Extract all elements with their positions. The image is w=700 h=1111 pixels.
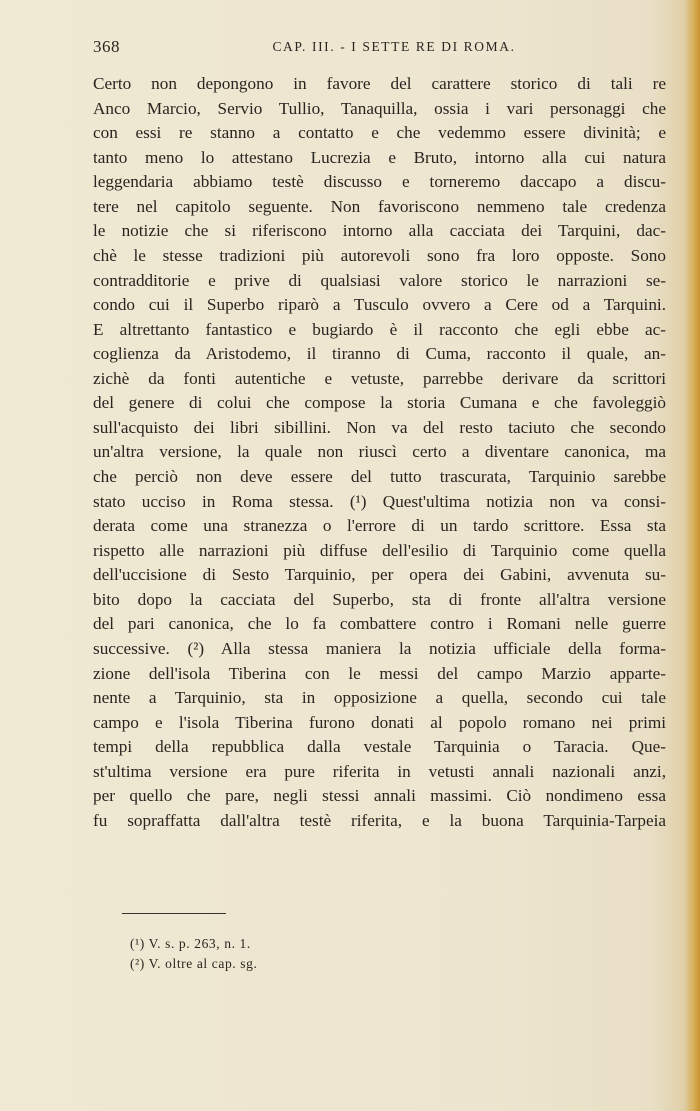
footnotes [130,934,257,974]
text-line: bito dopo la cacciata del Superbo, sta di fronte all'altra versione [93,589,666,609]
text-line: zione dell'isola Tiberina con le messi del campo Marzio apparte- [93,663,666,683]
text-line: campo e l'isola Tiberina furono donati al popolo romano nei primi [93,712,666,732]
chapter-title: CAP. III. - I SETTE RE DI ROMA. [272,39,516,54]
text-line: stato ucciso in Roma stessa. (¹) Quest'ultima notizia non va consi- [93,491,666,511]
text-line: fu sopraffatta dall'altra testè riferita, e la buona Tarquinia-Tarpeia [93,810,666,830]
text-line: tanto meno lo attestano Lucrezia e Bruto, intorno alla cui natura [93,147,666,167]
text-line: con essi re stanno a contatto e che vedemmo essere divinità; e [93,123,666,143]
text-line: derata come una stranezza o l'errore di un tardo scrittore. Essa sta [93,516,666,536]
page-number: 368 [93,37,120,56]
text-line: coglienza da Aristodemo, il tiranno di Cuma, racconto il quale, an- [93,344,666,364]
text-line: condo cui il Superbo riparò a Tusculo ovvero a Cere od a Tarquini. [93,295,666,315]
footnote: (¹) V. s. p. 263, n. 1. [130,936,251,951]
text-line: E altrettanto fantastico e bugiardo è il racconto che egli ebbe ac- [93,319,666,339]
body-text [93,72,666,833]
text-line: chè le stesse tradizioni più autorevoli sono fra loro opposte. Sono [93,245,666,265]
text-line: dell'uccisione di Sesto Tarquinio, per opera dei Gabini, avvenuta su- [93,565,666,585]
text-line: Certo non depongono in favore del carattere storico di tali re [93,74,666,93]
text-line: per quello che pare, negli stessi annali massimi. Ciò nondimeno essa [93,786,666,806]
text-line: Anco Marcio, Servio Tullio, Tanaquilla, ossia i vari personaggi che [93,98,666,118]
text-line: un'altra versione, la quale non riuscì certo a diventare canonica, ma [93,442,666,462]
text-line: st'ultima versione era pure riferita in vetusti annali nazionali anzi, [93,761,666,781]
page-edge [684,0,700,1111]
text-line: contradditorie e prive di qualsiasi valore storico le narrazioni se- [93,270,666,290]
text-line: le notizie che si riferiscono intorno alla cacciata dei Tarquini, dac- [93,221,666,241]
footnote-rule [122,913,226,914]
text-line: tere nel capitolo seguente. Non favoriscono nemmeno tale credenza [93,196,666,216]
text-line: tempi della repubblica dalla vestale Tarquinia o Taracia. Que- [93,737,666,757]
running-head [93,37,665,59]
text-line: sull'acquisto dei libri sibillini. Non va del resto taciuto che secondo [93,417,666,437]
text-line: successive. (²) Alla stessa maniera la notizia ufficiale della forma- [93,638,666,658]
text-line: leggendaria abbiamo testè discusso e torneremo daccapo a discu- [93,172,666,192]
text-line: che perciò non deve essere del tutto trascurata, Tarquinio sarebbe [93,467,666,486]
text-line: del genere di colui che compose la storia Cumana e che favoleggiò [93,393,666,413]
text-line: zichè da fonti autentiche e vetuste, parrebbe derivare da scrittori [93,368,666,388]
text-line: rispetto alle narrazioni più diffuse dell'esilio di Tarquinio come quella [93,540,666,560]
text-line: nente a Tarquinio, sta in opposizione a quella, secondo cui tale [93,688,666,708]
text-line: del pari canonica, che lo fa combattere contro i Romani nelle guerre [93,614,666,634]
footnote: (²) V. oltre al cap. sg. [130,956,258,971]
